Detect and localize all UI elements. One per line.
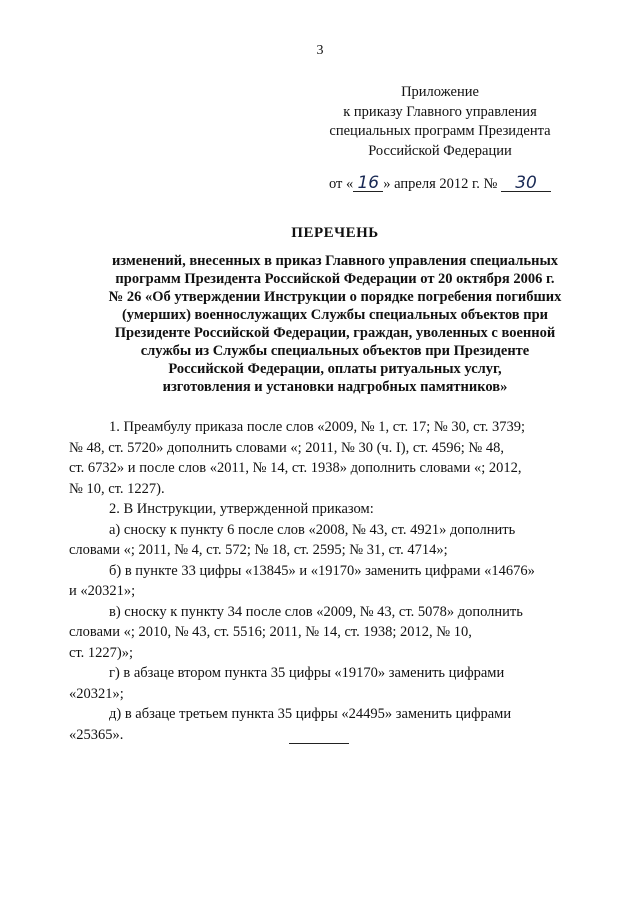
subtitle-line: Президенте Российской Федерации, граждан, уволенных с военной [114, 325, 556, 341]
document-title: ПЕРЕЧЕНЬ [291, 225, 379, 241]
handwritten-order-number: 30 [501, 175, 551, 192]
appendix-line: Приложение [401, 84, 479, 100]
end-divider [289, 743, 349, 744]
paragraph-line: и «20321»; [69, 583, 136, 599]
date-prefix: от « [328, 176, 354, 192]
paragraph-line: словами «; 2011, № 4, ст. 572; № 18, ст. 2595; № 31, ст. 4714»; [69, 542, 448, 558]
paragraph-line: ст. 6732» и после слов «2011, № 14, ст. 1938» дополнить словами «; 2012, [69, 460, 522, 476]
paragraph-line: № 10, ст. 1227). [69, 480, 165, 497]
paragraph-d [69, 704, 589, 745]
paragraph-line: 1. Преамбулу приказа после слов «2009, № 1, ст. 17; № 30, ст. 3739; [109, 419, 526, 435]
paragraph-line: «20321»; [69, 685, 124, 702]
date-middle: » апреля 2012 г. № [383, 176, 498, 192]
appendix-line: специальных программ Президента [329, 123, 551, 139]
document-body [69, 417, 589, 745]
subtitle-line: программ Президента Российской Федерации от 20 октября 2006 г. [115, 271, 555, 287]
paragraph-v [69, 602, 589, 664]
paragraph-line: а) сноску к пункту 6 после слов «2008, № 43, ст. 4921» дополнить [109, 521, 516, 538]
paragraph-line: г) в абзаце втором пункта 35 цифры «19170» заменить цифрами [109, 665, 505, 681]
title-block [55, 225, 615, 396]
paragraph-a [69, 520, 589, 561]
paragraph-line: 2. В Инструкции, утвержденной приказом: [109, 501, 374, 517]
paragraph-line: «25365». [69, 726, 124, 743]
subtitle-line: службы из Службы специальных объектов при Президенте [140, 343, 530, 359]
paragraph-line: д) в абзаце третьем пункта 35 цифры «24495» заменить цифрами [109, 706, 512, 722]
subtitle-line: (умерших) военнослужащих Службы специальных объектов при [121, 307, 549, 323]
paragraph-1 [69, 417, 589, 499]
subtitle-line: № 26 «Об утверждении Инструкции о порядке погребения погибших [108, 289, 562, 305]
paragraph-b [69, 561, 589, 602]
appendix-line: Российской Федерации [368, 142, 512, 159]
subtitle-line: изготовления и установки надгробных памятников» [162, 379, 508, 395]
paragraph-line: № 48, ст. 5720» дополнить словами «; 2011, № 30 (ч. I), ст. 4596; № 48, [69, 439, 505, 456]
paragraph-g [69, 663, 589, 704]
subtitle-line: Российской Федерации, оплаты ритуальных услуг, [168, 361, 502, 377]
paragraph-line: ст. 1227)»; [69, 644, 134, 661]
paragraph-line: в) сноску к пункту 34 после слов «2009, № 43, ст. 5078» дополнить [109, 603, 523, 620]
paragraph-line: б) в пункте 33 цифры «13845» и «19170» заменить цифрами «14676» [109, 562, 535, 579]
document-subtitle [55, 252, 615, 396]
page-number: 3 [316, 43, 324, 58]
paragraph-2 [69, 499, 589, 520]
paragraph-line: словами «; 2010, № 43, ст. 5516; 2011, № 14, ст. 1938; 2012, № 10, [69, 624, 472, 640]
appendix-line: к приказу Главного управления [343, 103, 537, 120]
handwritten-day: 16 [353, 175, 383, 192]
subtitle-line: изменений, внесенных в приказ Главного управления специальных [111, 253, 559, 269]
appendix-header [300, 83, 580, 195]
order-date-line [300, 175, 580, 195]
